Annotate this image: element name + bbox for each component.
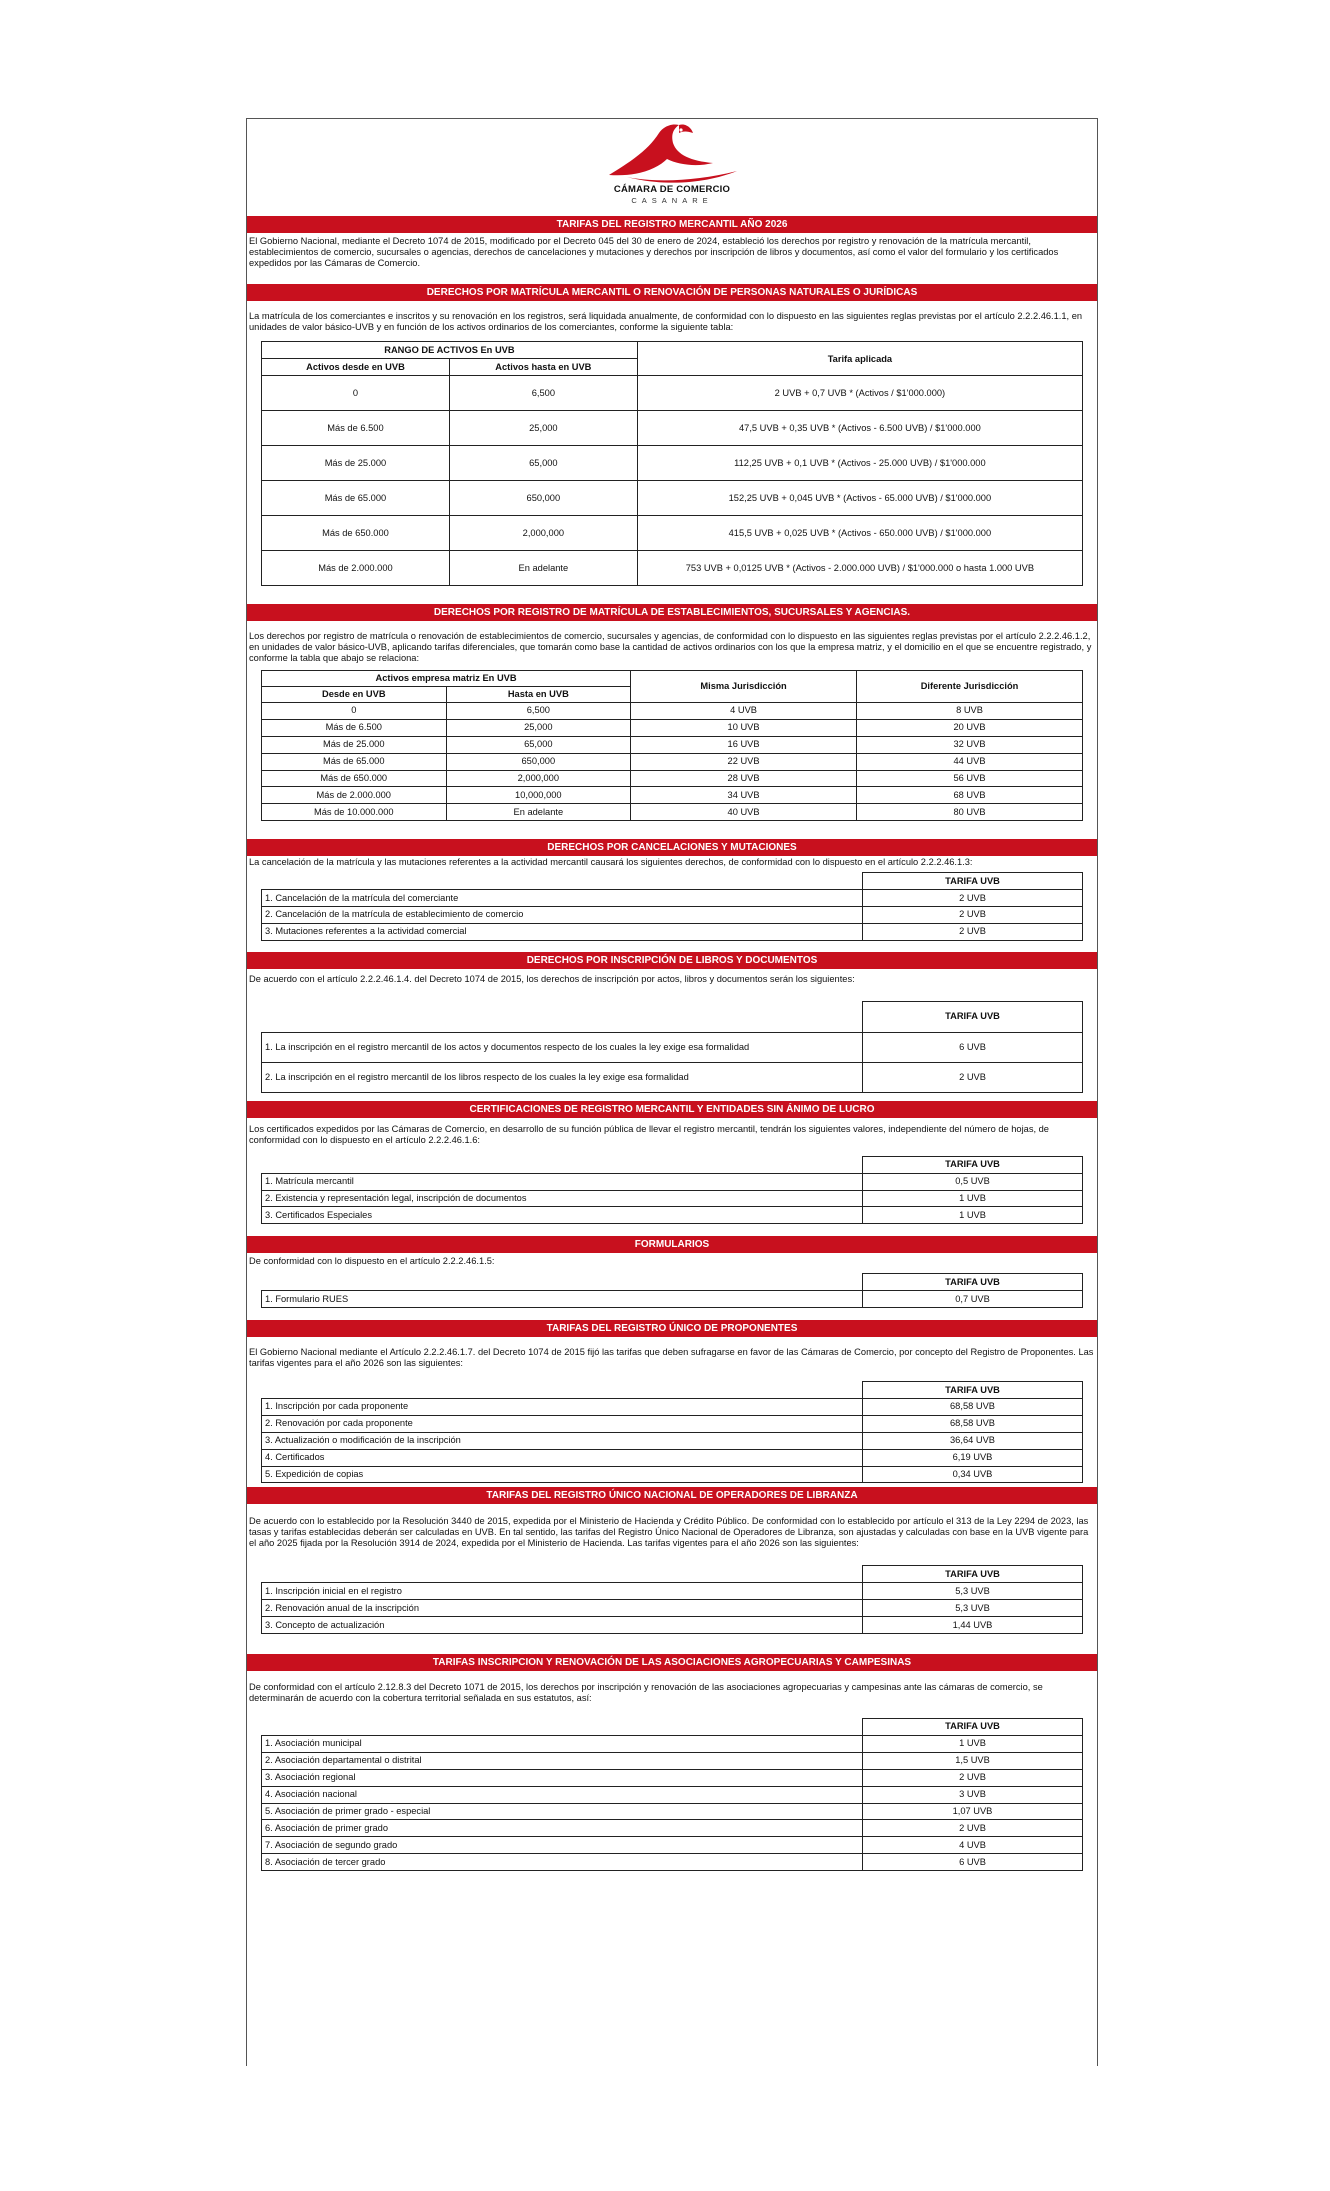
section-text-certificaciones: Los certificados expedidos por las Cámaras de Comercio, en desarrollo de su función pública de llevar el registro mercantil, tendrán los siguientes valores, independiente del número de hojas, de conformidad con lo dispuesto en el artículo 2.2.2.46.1.6:	[249, 1123, 1049, 1145]
section-title-libros: DERECHOS POR INSCRIPCIÓN DE LIBROS Y DOCUMENTOS	[247, 952, 1097, 969]
cell: 2. Cancelación de la matrícula de establecimiento de comercio	[262, 907, 863, 924]
cell: 2 UVB	[863, 1062, 1083, 1092]
table-row	[262, 1432, 1083, 1449]
cell: 2 UVB + 0,7 UVB * (Activos / $1'000.000)	[637, 376, 1082, 411]
cell: 1. Cancelación de la matrícula del comerciante	[262, 890, 863, 907]
cell: 22 UVB	[631, 753, 857, 770]
table-row	[262, 719, 1083, 736]
table-row	[262, 1803, 1083, 1820]
cell: 0	[262, 376, 450, 411]
cell: Más de 2.000.000	[262, 787, 447, 804]
table-asociaciones	[261, 1718, 1083, 1871]
section-text-libranza: De acuerdo con lo establecido por la Resolución 3440 de 2015, expedida por el Ministerio de Hacienda y Crédito Público. De conformidad con lo establecido por artículo el 313 de la Ley 2294 de 2023, las tasas y tarifas establecidas deberán ser calculadas en UVB. En tal sentido, las tarifas del Registro Único Nacional de Operadores de Libranza, son ajustadas y calculadas con base en la UVB vigente para el año 2025 fijada por la Resolución 3914 de 2024, expedida por el Ministerio de Hacienda. Las tarifas vigentes para el año 2026 son las siguientes:	[249, 1516, 1089, 1549]
cell: 415,5 UVB + 0,025 UVB * (Activos - 650.000 UVB) / $1'000.000	[637, 516, 1082, 551]
cell: 68,58 UVB	[863, 1415, 1083, 1432]
cell: 6. Asociación de primer grado	[262, 1820, 863, 1837]
section-title-proponentes: TARIFAS DEL REGISTRO ÚNICO DE PROPONENTES	[247, 1320, 1097, 1337]
cell: 25,000	[446, 719, 631, 736]
cell: Más de 25.000	[262, 446, 450, 481]
cell: En adelante	[446, 804, 631, 821]
section-title-cancelaciones: DERECHOS POR CANCELACIONES Y MUTACIONES	[247, 839, 1097, 856]
cell: 3. Actualización o modificación de la inscripción	[262, 1432, 863, 1449]
table-row	[262, 770, 1083, 787]
table-row	[262, 551, 1083, 586]
cell: 6,500	[449, 376, 637, 411]
table-row	[262, 411, 1083, 446]
table-row	[262, 787, 1083, 804]
cell: 2. Renovación por cada proponente	[262, 1415, 863, 1432]
cell: 7. Asociación de segundo grado	[262, 1837, 863, 1854]
table-formularios	[261, 1273, 1083, 1308]
cell: 1. Asociación municipal	[262, 1735, 863, 1752]
cell: 28 UVB	[631, 770, 857, 787]
table-row	[262, 1617, 1083, 1634]
table-row	[262, 1820, 1083, 1837]
table-row	[262, 1466, 1083, 1483]
cell: 5. Expedición de copias	[262, 1466, 863, 1483]
cell: 2. Asociación departamental o distrital	[262, 1752, 863, 1769]
table-row	[262, 1769, 1083, 1786]
cell: 4. Asociación nacional	[262, 1786, 863, 1803]
table-row	[262, 1062, 1083, 1092]
cell: 32 UVB	[857, 736, 1083, 753]
cell: Más de 2.000.000	[262, 551, 450, 586]
header-from: Desde en UVB	[262, 687, 447, 703]
cell: 56 UVB	[857, 770, 1083, 787]
cell: 2,000,000	[449, 516, 637, 551]
cell: 10,000,000	[446, 787, 631, 804]
table-row	[262, 703, 1083, 720]
cell: 2 UVB	[863, 907, 1083, 924]
table-row	[262, 1735, 1083, 1752]
cell: 2. Renovación anual de la inscripción	[262, 1600, 863, 1617]
cell: 65,000	[449, 446, 637, 481]
table-row	[262, 1752, 1083, 1769]
cell: 3. Mutaciones referentes a la actividad comercial	[262, 923, 863, 940]
table-row	[262, 1399, 1083, 1416]
cell: Más de 650.000	[262, 770, 447, 787]
cell: Más de 6.500	[262, 411, 450, 446]
header-same: Misma Jurisdicción	[631, 671, 857, 703]
section-title-asociaciones: TARIFAS INSCRIPCION Y RENOVACIÓN DE LAS ASOCIACIONES AGROPECUARIAS Y CAMPESINAS	[247, 1654, 1097, 1671]
cell: 8 UVB	[857, 703, 1083, 720]
cell: 650,000	[449, 481, 637, 516]
cell: 40 UVB	[631, 804, 857, 821]
section-text-formularios: De conformidad con lo dispuesto en el artículo 2.2.2.46.1.5:	[249, 1256, 495, 1267]
cell: 2,000,000	[446, 770, 631, 787]
header-diff: Diferente Jurisdicción	[857, 671, 1083, 703]
table-row	[262, 481, 1083, 516]
header-tarifa: Tarifa aplicada	[637, 342, 1082, 376]
cell: 112,25 UVB + 0,1 UVB * (Activos - 25.000 UVB) / $1'000.000	[637, 446, 1082, 481]
cell: 2. La inscripción en el registro mercantil de los libros respecto de los cuales la ley exige esa formalidad	[262, 1062, 863, 1092]
cell: 1. Formulario RUES	[262, 1291, 863, 1308]
table-row	[262, 923, 1083, 940]
header-tarifa: TARIFA UVB	[863, 1719, 1083, 1736]
cell: 152,25 UVB + 0,045 UVB * (Activos - 65.000 UVB) / $1'000.000	[637, 481, 1082, 516]
table-row	[262, 1583, 1083, 1600]
header-from: Activos desde en UVB	[262, 359, 450, 376]
cell: 1. La inscripción en el registro mercantil de los actos y documentos respecto de los cuales la ley exige esa formalidad	[262, 1032, 863, 1062]
cell: Más de 10.000.000	[262, 804, 447, 821]
header-tarifa: TARIFA UVB	[863, 1156, 1083, 1173]
table-libros	[261, 1001, 1083, 1093]
table-row	[262, 1600, 1083, 1617]
table-row	[262, 1207, 1083, 1224]
table-certificaciones	[261, 1156, 1083, 1225]
cell: 80 UVB	[857, 804, 1083, 821]
cell: 10 UVB	[631, 719, 857, 736]
table-matricula	[261, 341, 1083, 586]
intro-text: El Gobierno Nacional, mediante el Decreto 1074 de 2015, modificado por el Decreto 045 del 30 de enero de 2024, estableció los derechos por registro y renovación de la matrícula mercantil, establecimientos de comercio, sucursales o agencias, derechos de cancelaciones y mutaciones y derechos por inscripción de libros y documentos, así como el valor del formulario y los certificados expedidos por las Cámaras de Comercio.	[249, 236, 1059, 268]
cell: 3. Asociación regional	[262, 1769, 863, 1786]
cell: 44 UVB	[857, 753, 1083, 770]
main-title: TARIFAS DEL REGISTRO MERCANTIL AÑO 2026	[247, 216, 1097, 233]
cell: 36,64 UVB	[863, 1432, 1083, 1449]
section-text-cancelaciones: La cancelación de la matrícula y las mutaciones referentes a la actividad mercantil causará los siguientes derechos, de conformidad con lo dispuesto en el artículo 2.2.2.46.1.3:	[249, 857, 973, 868]
cell: Más de 65.000	[262, 753, 447, 770]
logo-subtitle: CASANARE	[631, 196, 713, 205]
cell: 5,3 UVB	[863, 1583, 1083, 1600]
section-text-asociaciones: De conformidad con el artículo 2.12.8.3 del Decreto 1071 de 2015, los derechos por inscripción y renovación de las asociaciones agropecuarias y campesinas ante las cámaras de comercio, se determinarán de acuerdo con la cobertura territorial señalada en sus estatutos, así:	[249, 1682, 1043, 1704]
section-title-libranza: TARIFAS DEL REGISTRO ÚNICO NACIONAL DE OPERADORES DE LIBRANZA	[247, 1487, 1097, 1504]
cell: 2 UVB	[863, 923, 1083, 940]
cell: 68 UVB	[857, 787, 1083, 804]
section-title-establecimientos: DERECHOS POR REGISTRO DE MATRÍCULA DE ESTABLECIMIENTOS, SUCURSALES Y AGENCIAS.	[247, 604, 1097, 621]
table-row	[262, 446, 1083, 481]
table-libranza	[261, 1565, 1083, 1634]
cell: 6 UVB	[863, 1032, 1083, 1062]
cell: 4 UVB	[631, 703, 857, 720]
cell: 34 UVB	[631, 787, 857, 804]
header-tarifa: TARIFA UVB	[863, 1001, 1083, 1032]
cell: 753 UVB + 0,0125 UVB * (Activos - 2.000.000 UVB) / $1'000.000 o hasta 1.000 UVB	[637, 551, 1082, 586]
cell: 20 UVB	[857, 719, 1083, 736]
cell: Más de 650.000	[262, 516, 450, 551]
cell: 1 UVB	[863, 1735, 1083, 1752]
cell: 2 UVB	[863, 890, 1083, 907]
cell: 0	[262, 703, 447, 720]
cell: Más de 65.000	[262, 481, 450, 516]
table-row	[262, 1837, 1083, 1854]
cell: 68,58 UVB	[863, 1399, 1083, 1416]
cell: 47,5 UVB + 0,35 UVB * (Activos - 6.500 UVB) / $1'000.000	[637, 411, 1082, 446]
cell: 2 UVB	[863, 1769, 1083, 1786]
table-row	[262, 907, 1083, 924]
table-row	[262, 1291, 1083, 1308]
cell: 16 UVB	[631, 736, 857, 753]
header-range: RANGO DE ACTIVOS En UVB	[262, 342, 638, 359]
table-row	[262, 1449, 1083, 1466]
logo-name: CÁMARA DE COMERCIO	[613, 184, 731, 195]
table-row	[262, 1032, 1083, 1062]
cell: En adelante	[449, 551, 637, 586]
tariff-sheet	[246, 118, 1098, 2066]
cell: 1 UVB	[863, 1190, 1083, 1207]
table-row	[262, 1173, 1083, 1190]
cell: 0,34 UVB	[863, 1466, 1083, 1483]
section-text-establecimientos: Los derechos por registro de matrícula o renovación de establecimientos de comercio, sucursales y agencias, de conformidad con lo dispuesto en las siguientes reglas previstas por el artículo 2.2.2.46.1.2, en unidades de valor básico-UVB, aplicando tarifas diferenciales, que tomarán como base la cantidad de activos ordinarios con los que la empresa matriz, y el domicilio en el que se encuentre registrado, y conforme la tabla que abajo se relaciona:	[249, 631, 1092, 663]
header-logo	[247, 119, 1097, 216]
cell: 1,5 UVB	[863, 1752, 1083, 1769]
cell: 0,5 UVB	[863, 1173, 1083, 1190]
header-tarifa: TARIFA UVB	[863, 1566, 1083, 1583]
cell: 4 UVB	[863, 1837, 1083, 1854]
cell: 2. Existencia y representación legal, inscripción de documentos	[262, 1190, 863, 1207]
cell: 65,000	[446, 736, 631, 753]
header-tarifa: TARIFA UVB	[863, 1274, 1083, 1291]
cell: 0,7 UVB	[863, 1291, 1083, 1308]
cell: Más de 25.000	[262, 736, 447, 753]
table-row	[262, 1786, 1083, 1803]
cell: 8. Asociación de tercer grado	[262, 1854, 863, 1871]
header-group: Activos empresa matriz En UVB	[262, 671, 631, 687]
section-text-matricula: La matrícula de los comerciantes e inscritos y su renovación en los registros, será liquidada anualmente, de conformidad con lo dispuesto en las siguientes reglas previstas por el artículo 2.2.2.46.1.1, en unidades de valor básico-UVB y en función de los activos ordinarios de los comerciantes, conforme la siguiente tabla:	[249, 311, 1083, 332]
section-text-libros: De acuerdo con el artículo 2.2.2.46.1.4. del Decreto 1074 de 2015, los derechos de inscripción por actos, libros y documentos serán los siguientes:	[249, 973, 855, 984]
cell: 4. Certificados	[262, 1449, 863, 1466]
cell: 1 UVB	[863, 1207, 1083, 1224]
table-row	[262, 890, 1083, 907]
bird-logo-icon	[587, 121, 757, 185]
table-row	[262, 804, 1083, 821]
section-title-formularios: FORMULARIOS	[247, 1236, 1097, 1253]
cell: 3. Concepto de actualización	[262, 1617, 863, 1634]
cell: Más de 6.500	[262, 719, 447, 736]
cell: 1. Inscripción inicial en el registro	[262, 1583, 863, 1600]
table-proponentes	[261, 1381, 1083, 1483]
table-row	[262, 376, 1083, 411]
cell: 6 UVB	[863, 1854, 1083, 1871]
cell: 650,000	[446, 753, 631, 770]
table-cancelaciones	[261, 872, 1083, 941]
cell: 1,44 UVB	[863, 1617, 1083, 1634]
cell: 1,07 UVB	[863, 1803, 1083, 1820]
cell: 6,500	[446, 703, 631, 720]
cell: 1. Matrícula mercantil	[262, 1173, 863, 1190]
cell: 25,000	[449, 411, 637, 446]
section-text-proponentes: El Gobierno Nacional mediante el Artículo 2.2.2.46.1.7. del Decreto 1074 de 2015 fijó las tarifas que deben sufragarse en favor de las Cámaras de Comercio, por concepto del Registro de Proponentes. Las tarifas vigentes para el año 2026 son las siguientes:	[249, 1347, 1094, 1369]
header-tarifa: TARIFA UVB	[863, 1382, 1083, 1399]
header-to: Activos hasta en UVB	[449, 359, 637, 376]
table-row	[262, 753, 1083, 770]
section-title-matricula: DERECHOS POR MATRÍCULA MERCANTIL O RENOVACIÓN DE PERSONAS NATURALES O JURÍDICAS	[247, 284, 1097, 301]
table-row	[262, 736, 1083, 753]
table-row	[262, 1415, 1083, 1432]
table-row	[262, 1854, 1083, 1871]
cell: 5,3 UVB	[863, 1600, 1083, 1617]
cell: 2 UVB	[863, 1820, 1083, 1837]
header-to: Hasta en UVB	[446, 687, 631, 703]
table-row	[262, 1190, 1083, 1207]
table-row	[262, 516, 1083, 551]
section-title-certificaciones: CERTIFICACIONES DE REGISTRO MERCANTIL Y ENTIDADES SIN ÁNIMO DE LUCRO	[247, 1101, 1097, 1118]
cell: 3. Certificados Especiales	[262, 1207, 863, 1224]
cell: 1. Inscripción por cada proponente	[262, 1399, 863, 1416]
cell: 6,19 UVB	[863, 1449, 1083, 1466]
cell: 5. Asociación de primer grado - especial	[262, 1803, 863, 1820]
header-tarifa: TARIFA UVB	[863, 873, 1083, 890]
cell: 3 UVB	[863, 1786, 1083, 1803]
table-establecimientos	[261, 670, 1083, 821]
